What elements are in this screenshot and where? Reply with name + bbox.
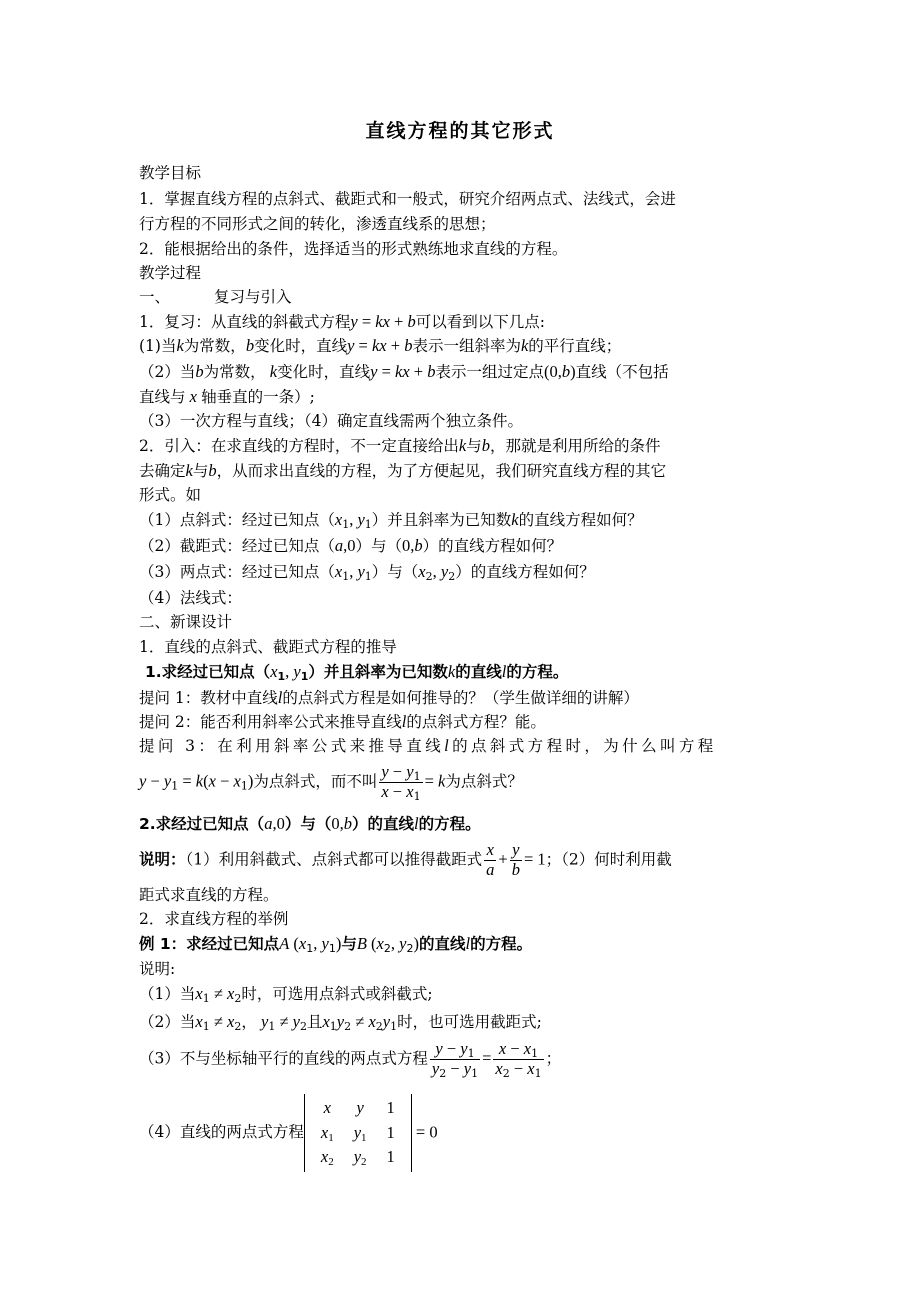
question-ask-3: 提问 3：在利用斜率公式来推导直线l的点斜式方程时，为什么叫方程 <box>139 736 717 755</box>
goal-1-line-1: 1．掌握直线方程的点斜式、截距式和一般式，研究介绍两点式、法线式，会进 <box>139 190 676 208</box>
note-line-2: 距式求直线的方程。 <box>139 886 279 904</box>
goal-2: 2．能根据给出的条件，选择适当的形式熟练地求直线的方程。 <box>139 240 568 258</box>
intercept-fraction-y: $\frac{y}{b}$ <box>511 840 520 879</box>
question-ask-2: 提问 2：能否利用斜率公式来推导直线l的点斜式方程？能。 <box>139 712 546 731</box>
intro-line-2: 去确定k与b，从而求出直线的方程，为了方便起见，我们研究直线方程的其它 <box>139 461 667 480</box>
slope-fraction: $\frac{y - y_1}{x - x_1}$ <box>381 762 421 803</box>
two-point-fraction-left: $\frac{y - y_1}{y_2 - y_1}$ <box>431 1039 479 1080</box>
part-two-heading: 二、新课设计 <box>139 613 233 631</box>
explain-4: （4）直线的两点式方程 x y 1 $x_1$ $y_1$ 1 $x_2$ $y_2$ 1 = 0 <box>139 1094 438 1172</box>
heading-teaching-process: 教学过程 <box>139 264 202 282</box>
two-point-fraction-right: $\frac{x - x_1}{x_2 - x_1}$ <box>495 1039 542 1080</box>
question-ask-3-formula: $y - y_1 = k(x - x_1)$为点斜式，而不叫 $\frac{y - y_1}{x - x_1}$ = k为点斜式？ <box>139 762 523 803</box>
intro-line-1: 2．引入：在求直线的方程时，不一定直接给出k与b，那就是利用所给的条件 <box>139 436 661 455</box>
point-2-line-1: （2）当b为常数， k变化时，直线y = kx + b表示一组过定点(0,b)直线（不包括 <box>139 362 669 381</box>
explain-label: 说明: <box>139 960 176 978</box>
part-one-number: 一、 <box>139 288 171 306</box>
point-1: (1)当k为常数，b变化时，直线y = kx + b表示一组斜率为k的平行直线； <box>139 336 622 355</box>
intercept-fraction-x: $\frac{x}{a}$ <box>486 840 495 879</box>
note-line-1: 说明：（1）利用斜截式、点斜式都可以推得截距式 $\frac{x}{a}$ + $\frac{y}{b}$ = 1；（2）何时利用截 <box>139 840 672 879</box>
task-1: 1.求经过已知点（$x_1$, $y_1$）并且斜率为已知数k的直线l的方程。 <box>145 662 569 683</box>
point-3: （3）一次方程与直线；（4）确定直线需两个独立条件。 <box>139 412 523 430</box>
point-2-line-2: 直线与 x 轴垂直的一条）; <box>139 387 315 406</box>
part-one-heading <box>139 290 292 306</box>
question-3: （3）两点式：经过已知点（$x_1$, $y_1$）与（$x_2$, $y_2$）的直线方程如何？ <box>139 562 595 583</box>
explain-1: （1）当$x_1 \ne x_2$时，可选用点斜式或斜截式; <box>139 984 433 1005</box>
goal-1-line-2: 行方程的不同形式之间的转化，渗透直线系的思想； <box>139 215 496 233</box>
question-2: （2）截距式：经过已知点（a,0）与（0,b）的直线方程如何？ <box>139 536 563 555</box>
question-ask-1: 提问 1：教材中直线l的点斜式方程是如何推导的？（学生做详细的讲解） <box>139 688 639 707</box>
heading-teaching-goals: 教学目标 <box>139 164 202 182</box>
page-title: 直线方程的其它形式 <box>365 120 555 142</box>
example-1: 例 1：求经过已知点A ($x_1$, $y_1$)与B ($x_2$, $y_2$)的直线l的方程。 <box>139 934 533 955</box>
explain-3: （3）不与坐标轴平行的直线的两点式方程 $\frac{y - y_1}{y_2 - y_1}$ = $\frac{x - x_1}{x_2 - x_1}$ ； <box>139 1039 562 1080</box>
subsection-1: 1．直线的点斜式、截距式方程的推导 <box>139 638 397 656</box>
intro-line-3: 形式。如 <box>139 486 202 504</box>
task-2: 2.求经过已知点（a,0）与（0,b）的直线l的方程。 <box>139 814 481 833</box>
question-1: （1）点斜式：经过已知点（$x_1$, $y_1$）并且斜率为已知数k的直线方程如何？ <box>139 510 643 531</box>
question-4: （4）法线式： <box>139 589 242 607</box>
part-one-title: 复习与引入 <box>214 288 292 306</box>
review-line: 1．复习：从直线的斜截式方程y = kx + b可以看到以下几点: <box>139 312 545 331</box>
determinant: x y 1 $x_1$ $y_1$ 1 $x_2$ $y_2$ 1 <box>304 1094 412 1172</box>
explain-2: （2）当$x_1 \ne x_2$， $y_1 \ne y_2$且$x_1y_2 \ne x_2y_1$时，也可选用截距式; <box>139 1012 542 1033</box>
subsection-2: 2．求直线方程的举例 <box>139 910 289 928</box>
